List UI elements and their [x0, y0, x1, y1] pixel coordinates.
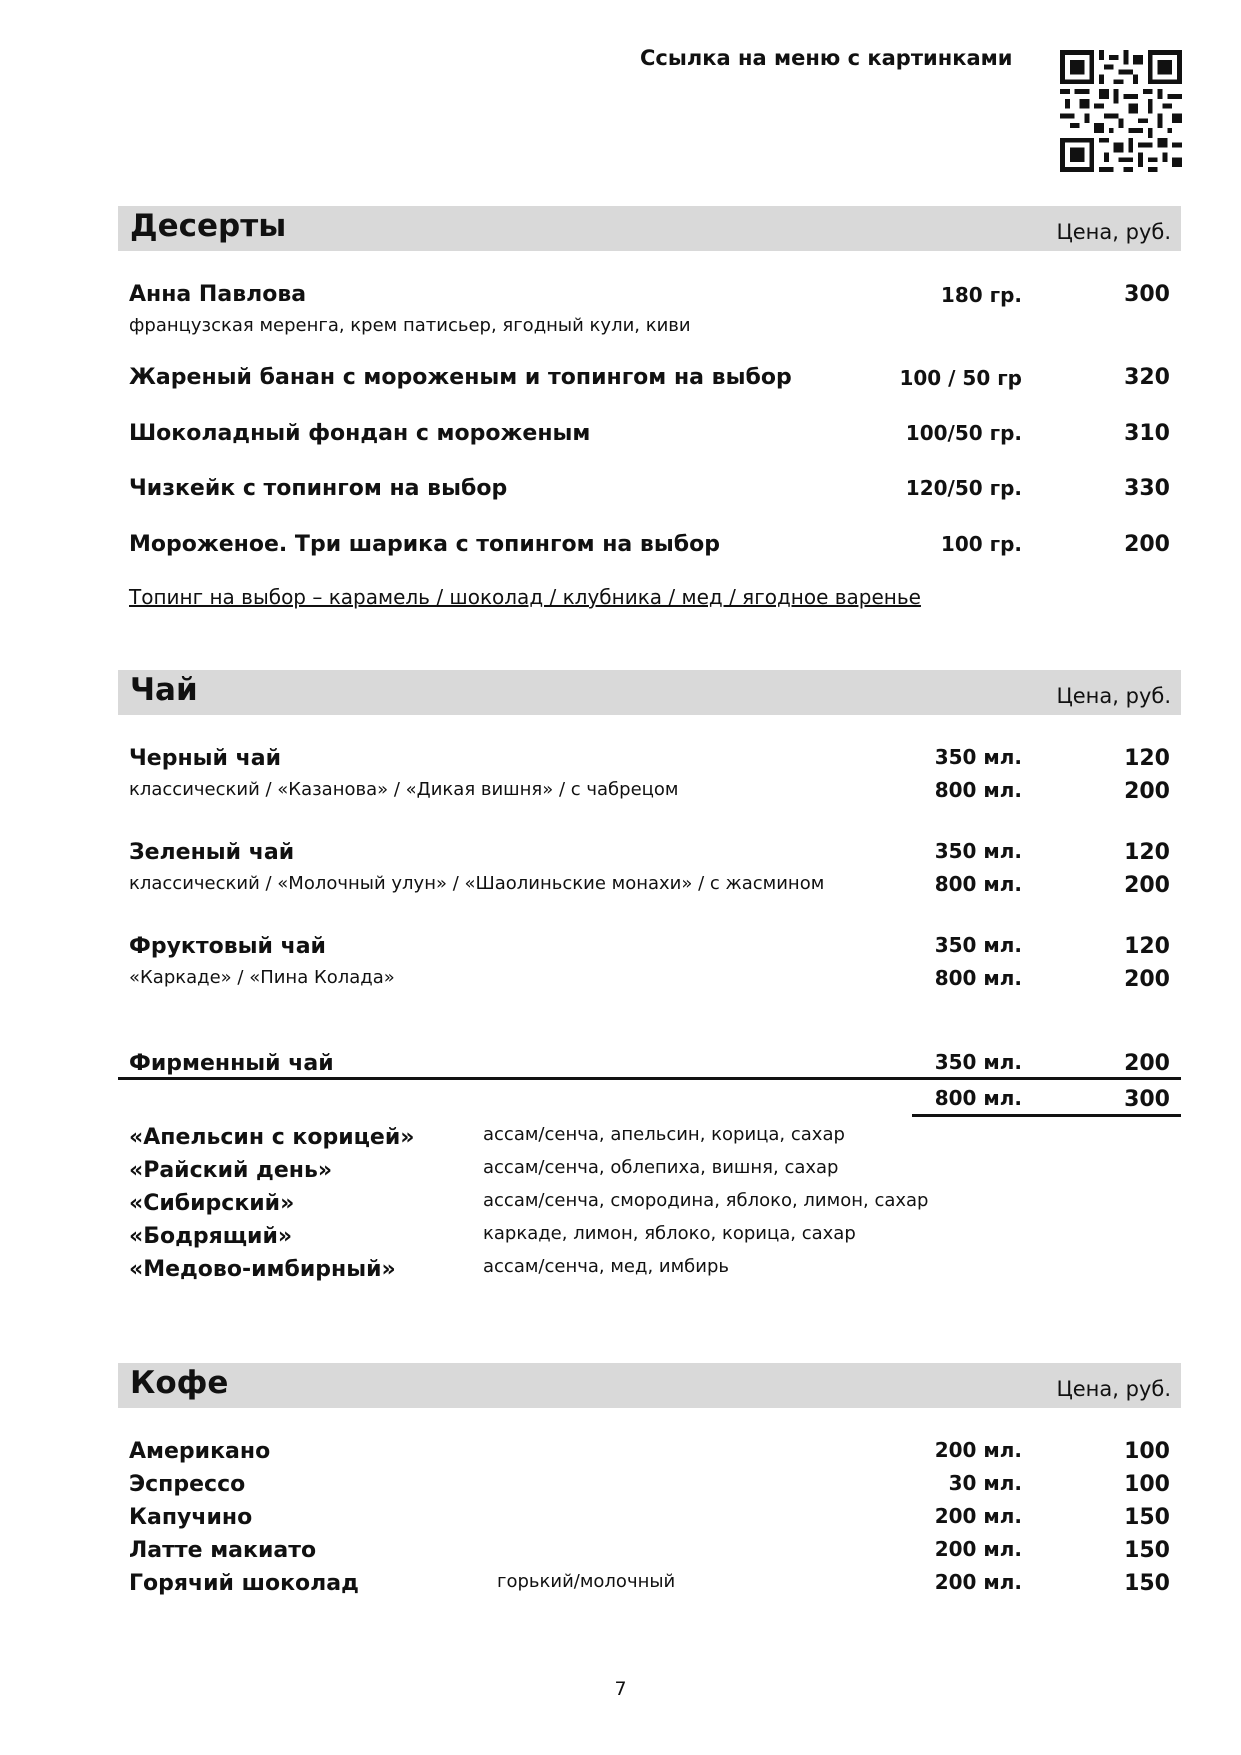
- menu-item-price: 200: [1124, 967, 1170, 992]
- menu-item-name: Латте макиато: [129, 1538, 317, 1563]
- desserts-title: Десерты: [130, 208, 287, 244]
- menu-item-weight: 120/50 гр.: [905, 476, 1022, 500]
- signature-tea-name: Фирменный чай: [129, 1051, 334, 1076]
- price-column-header: Цена, руб.: [1056, 1377, 1171, 1401]
- menu-item-name: Зеленый чай: [129, 840, 295, 865]
- flavor-name: «Медово-имбирный»: [129, 1257, 396, 1282]
- menu-item-description: классический / «Казанова» / «Дикая вишня» / с чабрецом: [129, 779, 679, 800]
- menu-item-price: 100: [1124, 1439, 1170, 1464]
- divider-line: [118, 1077, 1181, 1080]
- menu-item-name: Горячий шоколад: [129, 1571, 359, 1596]
- menu-item-price: 150: [1124, 1538, 1170, 1563]
- price-column-header: Цена, руб.: [1056, 220, 1171, 244]
- menu-item-price: 330: [1124, 476, 1170, 501]
- qr-link-caption: Ссылка на меню с картинками: [640, 46, 1013, 70]
- menu-item-price: 150: [1124, 1571, 1170, 1596]
- menu-item-price: 320: [1124, 365, 1170, 390]
- menu-item-description: классический / «Молочный улун» / «Шаолиньские монахи» / с жасмином: [129, 873, 825, 894]
- menu-item-name: Капучино: [129, 1505, 253, 1530]
- menu-item-weight: 350 мл.: [934, 839, 1022, 863]
- menu-item-name: Американо: [129, 1439, 271, 1464]
- menu-item-weight: 30 мл.: [948, 1471, 1022, 1495]
- tea-header-band: [118, 670, 1181, 715]
- menu-item-description: горький/молочный: [497, 1571, 676, 1592]
- menu-item-weight: 100/50 гр.: [905, 421, 1022, 445]
- menu-item-weight: 200 мл.: [934, 1570, 1022, 1594]
- menu-item-price: 310: [1124, 421, 1170, 446]
- menu-item-price: 120: [1124, 934, 1170, 959]
- menu-item-price: 200: [1124, 532, 1170, 557]
- flavor-ingredients: каркаде, лимон, яблоко, корица, сахар: [483, 1223, 856, 1244]
- menu-item-price: 150: [1124, 1505, 1170, 1530]
- menu-item-weight: 350 мл.: [934, 933, 1022, 957]
- flavor-name: «Бодрящий»: [129, 1224, 293, 1249]
- menu-item-name: Жареный банан с мороженым и топингом на выбор: [129, 365, 792, 390]
- menu-item-description: «Каркаде» / «Пина Колада»: [129, 967, 395, 988]
- menu-item-name: Шоколадный фондан с мороженым: [129, 421, 591, 446]
- menu-item-price: 100: [1124, 1472, 1170, 1497]
- desserts-header-band: [118, 206, 1181, 251]
- menu-item-weight: 180 гр.: [940, 283, 1022, 307]
- menu-item-name: Мороженое. Три шарика с топингом на выбор: [129, 532, 720, 557]
- price-column-header: Цена, руб.: [1056, 684, 1171, 708]
- menu-item-price: 300: [1124, 1087, 1170, 1112]
- menu-item-weight: 800 мл.: [934, 778, 1022, 802]
- flavor-ingredients: ассам/сенча, смородина, яблоко, лимон, сахар: [483, 1190, 929, 1211]
- menu-item-weight: 350 мл.: [934, 1050, 1022, 1074]
- qr-code-icon[interactable]: [1060, 50, 1182, 172]
- menu-item-weight: 200 мл.: [934, 1537, 1022, 1561]
- menu-item-weight: 350 мл.: [934, 745, 1022, 769]
- topping-note: Топинг на выбор – карамель / шоколад / клубника / мед / ягодное варенье: [129, 585, 921, 609]
- flavor-ingredients: ассам/сенча, мед, имбирь: [483, 1256, 729, 1277]
- menu-item-name: Эспрессо: [129, 1472, 246, 1497]
- divider-line: [912, 1114, 1181, 1117]
- menu-item-name: Анна Павлова: [129, 282, 307, 307]
- menu-item-price: 120: [1124, 840, 1170, 865]
- tea-title: Чай: [130, 672, 198, 708]
- coffee-header-band: [118, 1363, 1181, 1408]
- menu-item-description: французская меренга, крем патисьер, ягодный кули, киви: [129, 315, 691, 336]
- menu-item-weight: 100 / 50 гр: [899, 366, 1022, 390]
- menu-item-name: Фруктовый чай: [129, 934, 326, 959]
- coffee-title: Кофе: [130, 1365, 229, 1401]
- menu-item-weight: 200 мл.: [934, 1504, 1022, 1528]
- menu-item-weight: 800 мл.: [934, 966, 1022, 990]
- menu-item-name: Черный чай: [129, 746, 281, 771]
- menu-item-name: Чизкейк с топингом на выбор: [129, 476, 508, 501]
- menu-item-price: 200: [1124, 873, 1170, 898]
- menu-item-weight: 800 мл.: [934, 872, 1022, 896]
- menu-item-price: 300: [1124, 282, 1170, 307]
- menu-item-price: 200: [1124, 779, 1170, 804]
- flavor-name: «Сибирский»: [129, 1191, 295, 1216]
- menu-item-weight: 800 мл.: [934, 1086, 1022, 1110]
- flavor-name: «Апельсин с корицей»: [129, 1125, 415, 1150]
- flavor-ingredients: ассам/сенча, апельсин, корица, сахар: [483, 1124, 845, 1145]
- menu-item-price: 200: [1124, 1051, 1170, 1076]
- page-number: 7: [614, 1678, 627, 1700]
- menu-item-weight: 200 мл.: [934, 1438, 1022, 1462]
- menu-item-weight: 100 гр.: [940, 532, 1022, 556]
- flavor-name: «Райский день»: [129, 1158, 333, 1183]
- flavor-ingredients: ассам/сенча, облепиха, вишня, сахар: [483, 1157, 839, 1178]
- menu-item-price: 120: [1124, 746, 1170, 771]
